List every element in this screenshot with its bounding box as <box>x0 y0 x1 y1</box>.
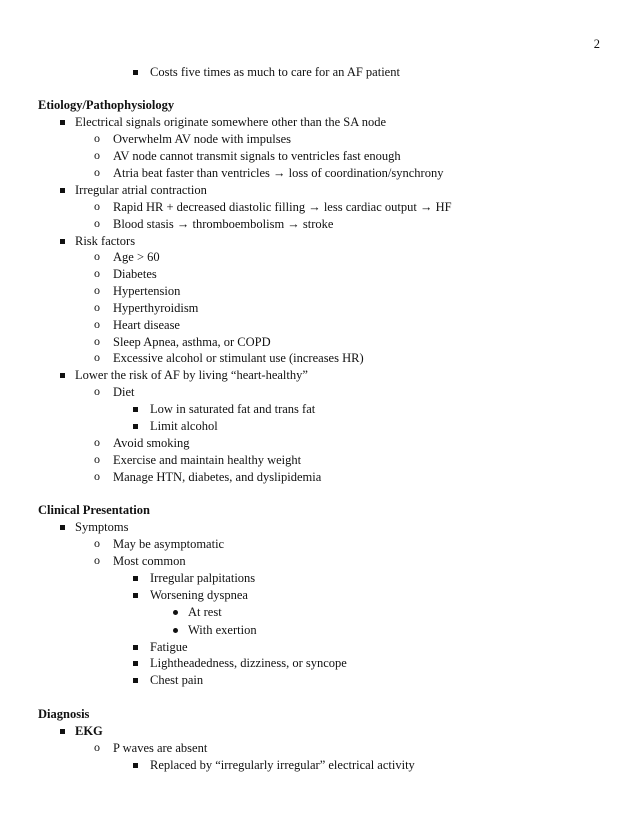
square-bullet-icon <box>60 115 68 129</box>
square-bullet-icon <box>60 724 68 738</box>
list-item-text: Costs five times as much to care for an AF patient <box>150 65 400 79</box>
circle-bullet-icon <box>94 470 102 484</box>
circle-bullet-icon <box>94 200 102 214</box>
list-item-text: Fatigue <box>150 640 188 654</box>
circle-bullet-icon <box>94 149 102 163</box>
list-item-text: Hypertension <box>113 284 181 298</box>
circle-bullet-icon <box>94 537 102 551</box>
square-bullet-icon <box>60 234 68 248</box>
list-item-text: Replaced by “irregularly irregular” electrical activity <box>150 758 415 772</box>
list-item-text: Excessive alcohol or stimulant use (increases HR) <box>113 351 364 365</box>
section-heading: Diagnosis <box>38 707 90 721</box>
circle-bullet-icon <box>94 132 102 146</box>
list-item-text: P waves are absent <box>113 741 208 755</box>
list-item-text: Blood stasis → thromboembolism → stroke <box>113 217 334 231</box>
list-item-text: Irregular palpitations <box>150 571 256 585</box>
list-item-text: At rest <box>188 605 222 619</box>
list-item-text: Lightheadedness, dizziness, or syncope <box>150 656 347 670</box>
list-item-text: Hyperthyroidism <box>113 301 199 315</box>
list-item-text: Rapid HR + decreased diastolic filling → less cardiac output → HF <box>113 200 452 214</box>
list-item-text: Symptoms <box>75 520 129 534</box>
circle-bullet-icon <box>94 741 102 755</box>
list-item-text: Overwhelm AV node with impulses <box>113 132 292 146</box>
square-bullet-icon <box>133 758 141 772</box>
list-item-text: Electrical signals originate somewhere other than the SA node <box>75 115 387 129</box>
list-item-text: AV node cannot transmit signals to ventricles fast enough <box>113 149 401 163</box>
square-bullet-icon <box>133 640 141 654</box>
square-bullet-icon <box>133 588 141 602</box>
square-bullet-icon <box>133 419 141 433</box>
list-item-text: Risk factors <box>75 234 136 248</box>
square-bullet-icon <box>60 368 68 382</box>
circle-bullet-icon <box>94 250 102 264</box>
circle-bullet-icon <box>94 301 102 315</box>
square-bullet-icon <box>133 65 141 79</box>
dot-bullet-icon <box>173 623 181 637</box>
list-item-text: Heart disease <box>113 318 180 332</box>
circle-bullet-icon <box>94 166 102 180</box>
list-item-text: Sleep Apnea, asthma, or COPD <box>113 335 271 349</box>
list-item-text: Exercise and maintain healthy weight <box>113 453 302 467</box>
list-item-text: Worsening dyspnea <box>150 588 248 602</box>
page-number: 2 <box>593 37 600 51</box>
list-item-text: With exertion <box>188 623 257 637</box>
list-item-text: Avoid smoking <box>113 436 190 450</box>
list-item-text: Diet <box>113 385 135 399</box>
circle-bullet-icon <box>94 284 102 298</box>
list-item-text: Irregular atrial contraction <box>75 183 207 197</box>
square-bullet-icon <box>60 183 68 197</box>
circle-bullet-icon <box>94 267 102 281</box>
square-bullet-icon <box>133 656 141 670</box>
circle-bullet-icon <box>94 217 102 231</box>
section-heading: Clinical Presentation <box>38 503 150 517</box>
list-item-text: Diabetes <box>113 267 157 281</box>
dot-bullet-icon <box>173 605 181 619</box>
square-bullet-icon <box>133 402 141 416</box>
list-item-text: Low in saturated fat and trans fat <box>150 402 316 416</box>
square-bullet-icon <box>60 520 68 534</box>
list-item-text: Chest pain <box>150 673 204 687</box>
circle-bullet-icon <box>94 385 102 399</box>
square-bullet-icon <box>133 571 141 585</box>
circle-bullet-icon <box>94 436 102 450</box>
list-item-text: EKG <box>75 724 103 738</box>
circle-bullet-icon <box>94 335 102 349</box>
circle-bullet-icon <box>94 453 102 467</box>
circle-bullet-icon <box>94 318 102 332</box>
section-heading: Etiology/Pathophysiology <box>38 98 175 112</box>
list-item-text: Most common <box>113 554 186 568</box>
list-item-text: May be asymptomatic <box>113 537 225 551</box>
list-item-text: Lower the risk of AF by living “heart-healthy” <box>75 368 308 382</box>
list-item-text: Age > 60 <box>113 250 160 264</box>
square-bullet-icon <box>133 673 141 687</box>
list-item-text: Manage HTN, diabetes, and dyslipidemia <box>113 470 322 484</box>
circle-bullet-icon <box>94 554 102 568</box>
circle-bullet-icon <box>94 351 102 365</box>
list-item-text: Atria beat faster than ventricles → loss of coordination/synchrony <box>113 166 444 180</box>
list-item-text: Limit alcohol <box>150 419 218 433</box>
